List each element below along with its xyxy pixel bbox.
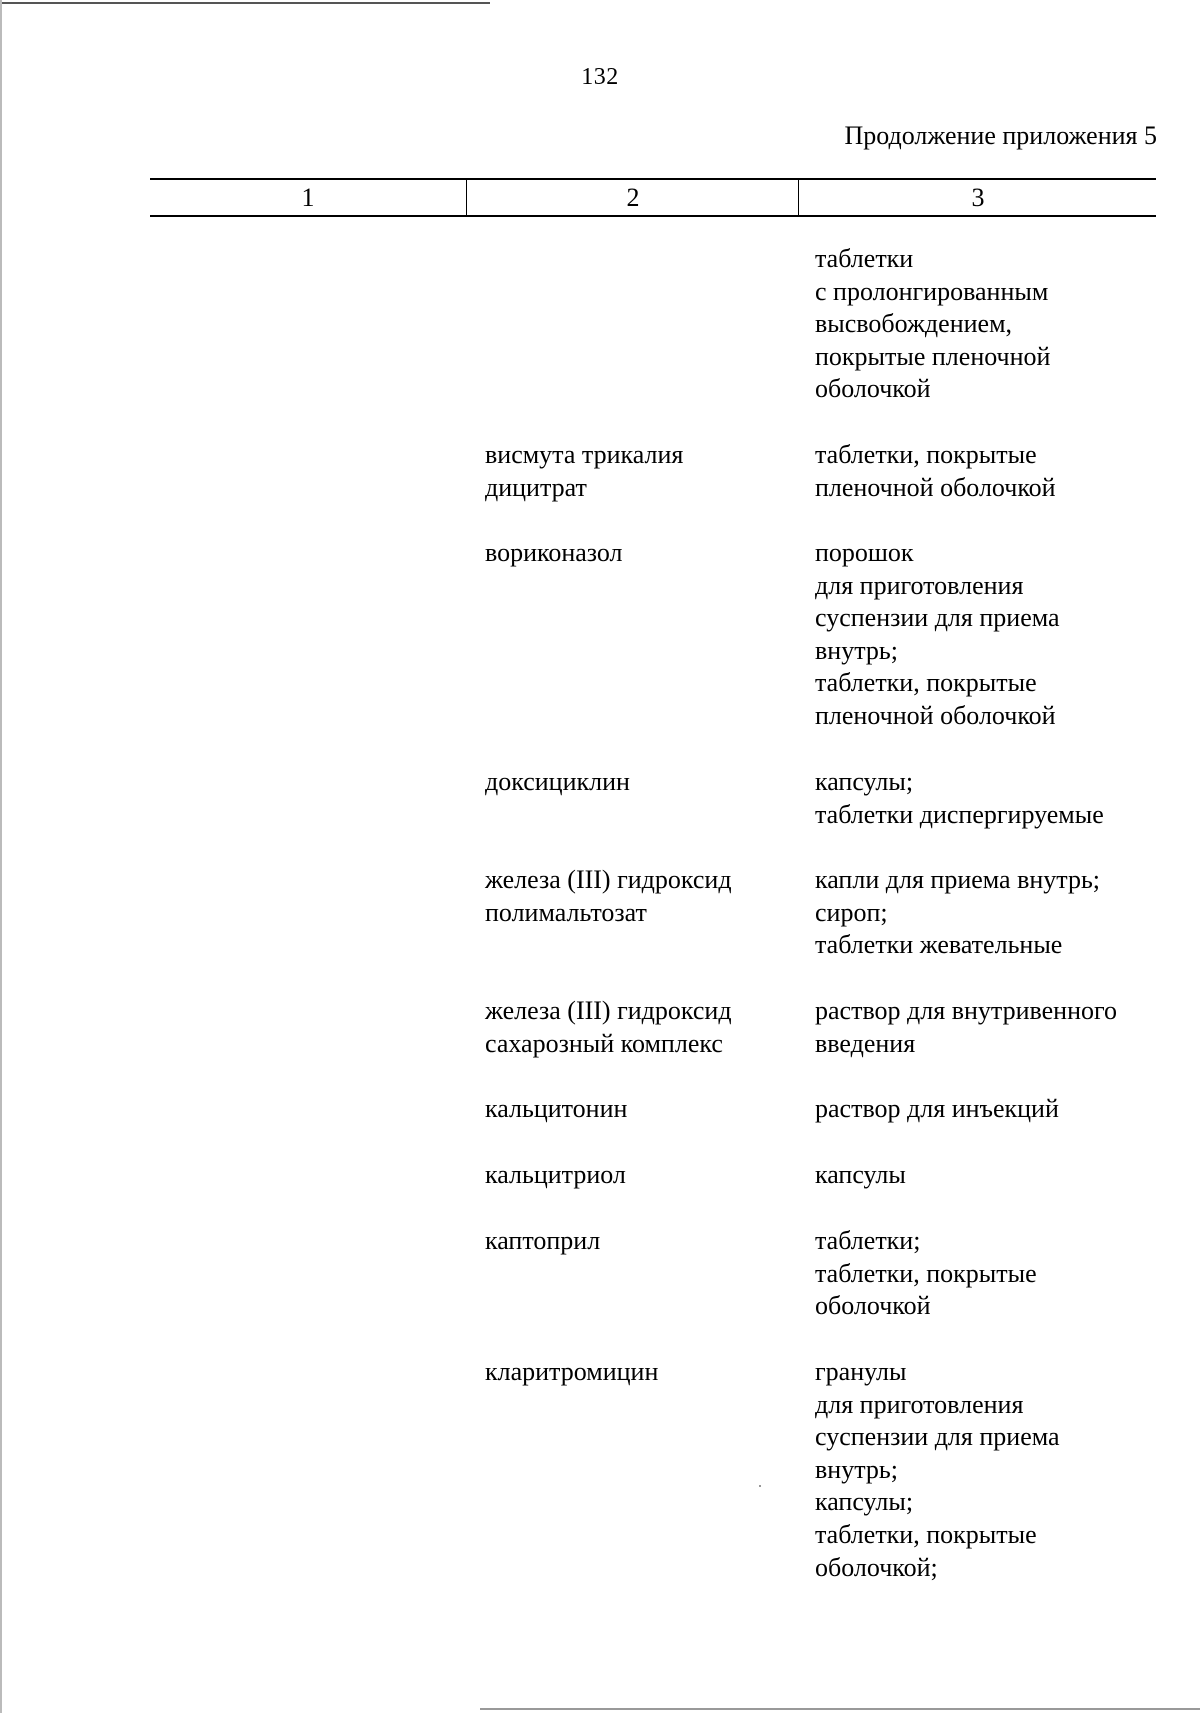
- scan-edge-top: [0, 2, 490, 4]
- dosage-form: раствор для внутривенного введения: [815, 996, 1117, 1058]
- drug-name: висмута трикалия дицитрат: [485, 440, 684, 502]
- drug-name: каптоприл: [485, 1226, 601, 1255]
- dosage-form: раствор для инъекций: [815, 1094, 1059, 1123]
- dosage-form: таблетки с пролонгированным высвобождением, покрытые пленочной оболочкой: [815, 244, 1051, 404]
- dosage-form: таблетки, покрытые пленочной оболочкой: [815, 440, 1056, 502]
- column-header-1: 1: [301, 183, 315, 212]
- dosage-form: гранулы для приготовления суспензии для приема внутрь; капсулы; таблетки, покрытые оболочкой;: [815, 1357, 1060, 1582]
- dosage-form: порошок для приготовления суспензии для приема внутрь; таблетки, покрытые пленочной оболочкой: [815, 538, 1060, 730]
- drug-name: доксициклин: [485, 767, 630, 796]
- table-header-row: [150, 178, 1156, 217]
- drug-name: кальцитриол: [485, 1160, 626, 1189]
- dosage-form: капсулы; таблетки диспергируемые: [815, 767, 1104, 829]
- dosage-form: таблетки; таблетки, покрытые оболочкой: [815, 1226, 1037, 1321]
- drug-name: кальцитонин: [485, 1094, 628, 1123]
- column-header-3: 3: [798, 180, 1157, 215]
- column-header-2: 2: [466, 180, 799, 215]
- drug-name: железа (III) гидроксид сахарозный комплекс: [485, 996, 732, 1058]
- scan-speck: [759, 1485, 761, 1487]
- dosage-form: капли для приема внутрь; сироп; таблетки жевательные: [815, 865, 1101, 960]
- dosage-form: капсулы: [815, 1160, 906, 1189]
- drug-name: железа (III) гидроксид полимальтозат: [485, 865, 732, 927]
- scan-edge-left: [0, 0, 2, 1713]
- scan-edge-bottom: [480, 1708, 1200, 1710]
- drug-name: вориконазол: [485, 538, 623, 567]
- page-number: 132: [581, 64, 619, 90]
- continuation-label: Продолжение приложения 5: [844, 121, 1157, 150]
- drug-name: кларитромицин: [485, 1357, 659, 1386]
